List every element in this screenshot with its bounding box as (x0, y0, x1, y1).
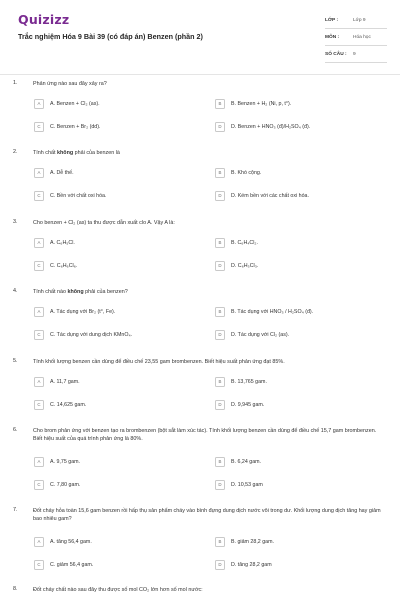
option-text: A. C₆H₅Cl. (50, 239, 75, 246)
option-text: B. 6,24 gam. (231, 458, 262, 465)
page-title: Trắc nghiệm Hóa 9 Bài 39 (có đáp án) Benzen (phần 2) (18, 32, 203, 41)
question-number: 8. (13, 586, 18, 592)
option-letter-box: C (34, 480, 44, 490)
option-b[interactable] (215, 535, 380, 548)
option-text: D. C₆H₃Cl₃. (231, 262, 259, 269)
question-text-part: phải của benzen là (73, 150, 120, 156)
option-a[interactable] (34, 535, 199, 548)
question-number: 3. (13, 219, 18, 225)
meta-value: Lớp 9 (353, 17, 366, 23)
option-d[interactable] (215, 120, 380, 133)
option-text: B. C₆H₄Cl₂. (231, 239, 258, 246)
option-d[interactable] (215, 478, 380, 491)
meta-label: SỐ CÂU : (325, 51, 347, 57)
question-text: Cho benzen + Cl₂ (as) ta thu được dẫn xuất clo A. Vậy A là: (33, 220, 175, 226)
option-letter-box: C (34, 400, 44, 410)
meta-value: 9 (353, 51, 356, 57)
option-b[interactable] (215, 375, 380, 388)
option-d[interactable] (215, 189, 380, 202)
option-letter-box: B (215, 238, 225, 248)
option-text: A. Benzen + Cl₂ (as). (50, 100, 100, 107)
question-text: Tính khối lượng benzen cần dùng để điều chế 23,55 gam brombenzen. Biết hiệu suất phản ứng đạt 85%. (33, 359, 285, 365)
option-letter-box: B (215, 377, 225, 387)
option-letter-box: A (34, 307, 44, 317)
option-letter-box: B (215, 537, 225, 547)
option-text: C. Tác dụng với dung dịch KMnO₄. (50, 331, 133, 338)
option-text: B. Tác dụng với HNO₃ / H₂SO₄ (đ). (231, 308, 314, 315)
option-text: D. 9,945 gam. (231, 401, 265, 408)
question-text (33, 149, 385, 157)
meta-value: Hóa học (353, 34, 371, 40)
question-text-emphasis: không (67, 289, 84, 295)
question-number: 1. (13, 80, 18, 86)
meta-label: LỚP : (325, 17, 339, 23)
quizizz-logo[interactable]: Quizizz (18, 12, 70, 27)
question-text (33, 288, 385, 296)
worksheet-header (0, 0, 400, 66)
option-letter-box: A (34, 457, 44, 467)
option-letter-box: A (34, 238, 44, 248)
option-a[interactable] (34, 97, 199, 110)
option-a[interactable] (34, 305, 199, 318)
option-text: D. Kém bền với các chất oxi hóa. (231, 192, 309, 199)
option-letter-box: C (34, 191, 44, 201)
option-letter-box: A (34, 99, 44, 109)
option-text: C. giảm 56,4 gam. (50, 561, 94, 568)
option-text: C. Bền với chất oxi hóa. (50, 192, 107, 199)
option-text: A. 11,7 gam. (50, 378, 80, 385)
option-letter-box: A (34, 377, 44, 387)
option-c[interactable] (34, 558, 199, 571)
option-text: D. Benzen + HNO₃ (đ)/H₂SO₄ (đ). (231, 123, 311, 130)
option-d[interactable] (215, 558, 380, 571)
meta-row-subject (325, 29, 387, 46)
option-letter-box: C (34, 261, 44, 271)
meta-row-class (325, 12, 387, 29)
option-letter-box: A (34, 168, 44, 178)
option-text: C. 7,80 gam. (50, 481, 81, 488)
option-text: C. 14,625 gam. (50, 401, 87, 408)
option-letter-box: D (215, 191, 225, 201)
option-text: A. Dễ thế. (50, 169, 74, 176)
option-text: D. tăng 28,2 gam (231, 561, 272, 568)
option-text: C. Benzen + Br₂ (dd). (50, 123, 101, 130)
option-b[interactable] (215, 305, 380, 318)
option-text: A. tăng 56,4 gam. (50, 538, 92, 545)
option-b[interactable] (215, 455, 380, 468)
option-text: B. giảm 28,2 gam. (231, 538, 274, 545)
option-b[interactable] (215, 97, 380, 110)
option-letter-box: C (34, 122, 44, 132)
header-divider (0, 74, 400, 75)
option-text: D. Tác dụng với Cl₂ (as). (231, 331, 290, 338)
option-c[interactable] (34, 189, 199, 202)
option-c[interactable] (34, 328, 199, 341)
option-c[interactable] (34, 398, 199, 411)
option-letter-box: D (215, 122, 225, 132)
question-text: Đốt cháy chất nào sau đây thu được số mol CO₂ lớn hơn số mol nước: (33, 587, 203, 593)
option-c[interactable] (34, 259, 199, 272)
option-text: A. Tác dụng với Br₂ (t°, Fe). (50, 308, 116, 315)
option-c[interactable] (34, 478, 199, 491)
question-text-part: phải của benzen? (83, 289, 128, 295)
option-letter-box: C (34, 560, 44, 570)
option-letter-box: B (215, 307, 225, 317)
option-text: D. 10,53 gam (231, 481, 263, 488)
option-text: B. Khó cộng. (231, 169, 262, 176)
question-number: 4. (13, 288, 18, 294)
option-b[interactable] (215, 236, 380, 249)
option-text: C. C₆H₆Cl₆. (50, 262, 78, 269)
option-a[interactable] (34, 236, 199, 249)
option-c[interactable] (34, 120, 199, 133)
question-text: Đốt cháy hỏa toàn 15,6 gam benzen rồi hấp thụ sản phẩm cháy vào bình đựng dung dịch nước vôi trong dư. Khối lượng dung dịch tăng hay giảm bao nhiêu gam? (33, 508, 381, 523)
option-letter-box: B (215, 99, 225, 109)
option-letter-box: D (215, 560, 225, 570)
question-text: Cho brom phản ứng với benzen tạo ra brombenzen (bột sắt làm xúc tác). Tính khối lượng benzen cần dùng để điều chế 15,7 gam brombenzen. Biết hiệu suất của quá trình phản ứng là 80%. (33, 428, 377, 443)
question-number: 7. (13, 507, 18, 513)
option-letter-box: D (215, 261, 225, 271)
option-text: A. 9,75 gam. (50, 458, 81, 465)
option-letter-box: D (215, 400, 225, 410)
option-text: B. Benzen + H₂ (Ni, p, t°). (231, 100, 292, 107)
question-text-emphasis: không (56, 150, 74, 156)
question-text-part: Tính chất nào (33, 289, 68, 295)
question-number: 6. (13, 427, 18, 433)
option-letter-box: D (215, 480, 225, 490)
option-d[interactable] (215, 398, 380, 411)
option-letter-box: D (215, 330, 225, 340)
meta-panel (325, 12, 387, 63)
meta-label: MÔN : (325, 34, 340, 40)
question-text: Phản ứng nào sau đây xảy ra? (33, 81, 107, 87)
option-b[interactable] (215, 166, 380, 179)
question-number: 5. (13, 358, 18, 364)
option-letter-box: B (215, 457, 225, 467)
question-text-part: Tính chất (33, 150, 57, 156)
option-a[interactable] (34, 455, 199, 468)
option-d[interactable] (215, 259, 380, 272)
option-a[interactable] (34, 166, 199, 179)
option-a[interactable] (34, 375, 199, 388)
option-d[interactable] (215, 328, 380, 341)
option-letter-box: A (34, 537, 44, 547)
option-letter-box: C (34, 330, 44, 340)
meta-row-question-count (325, 46, 387, 63)
question-number: 2. (13, 149, 18, 155)
option-text: B. 13,765 gam. (231, 378, 267, 385)
option-letter-box: B (215, 168, 225, 178)
